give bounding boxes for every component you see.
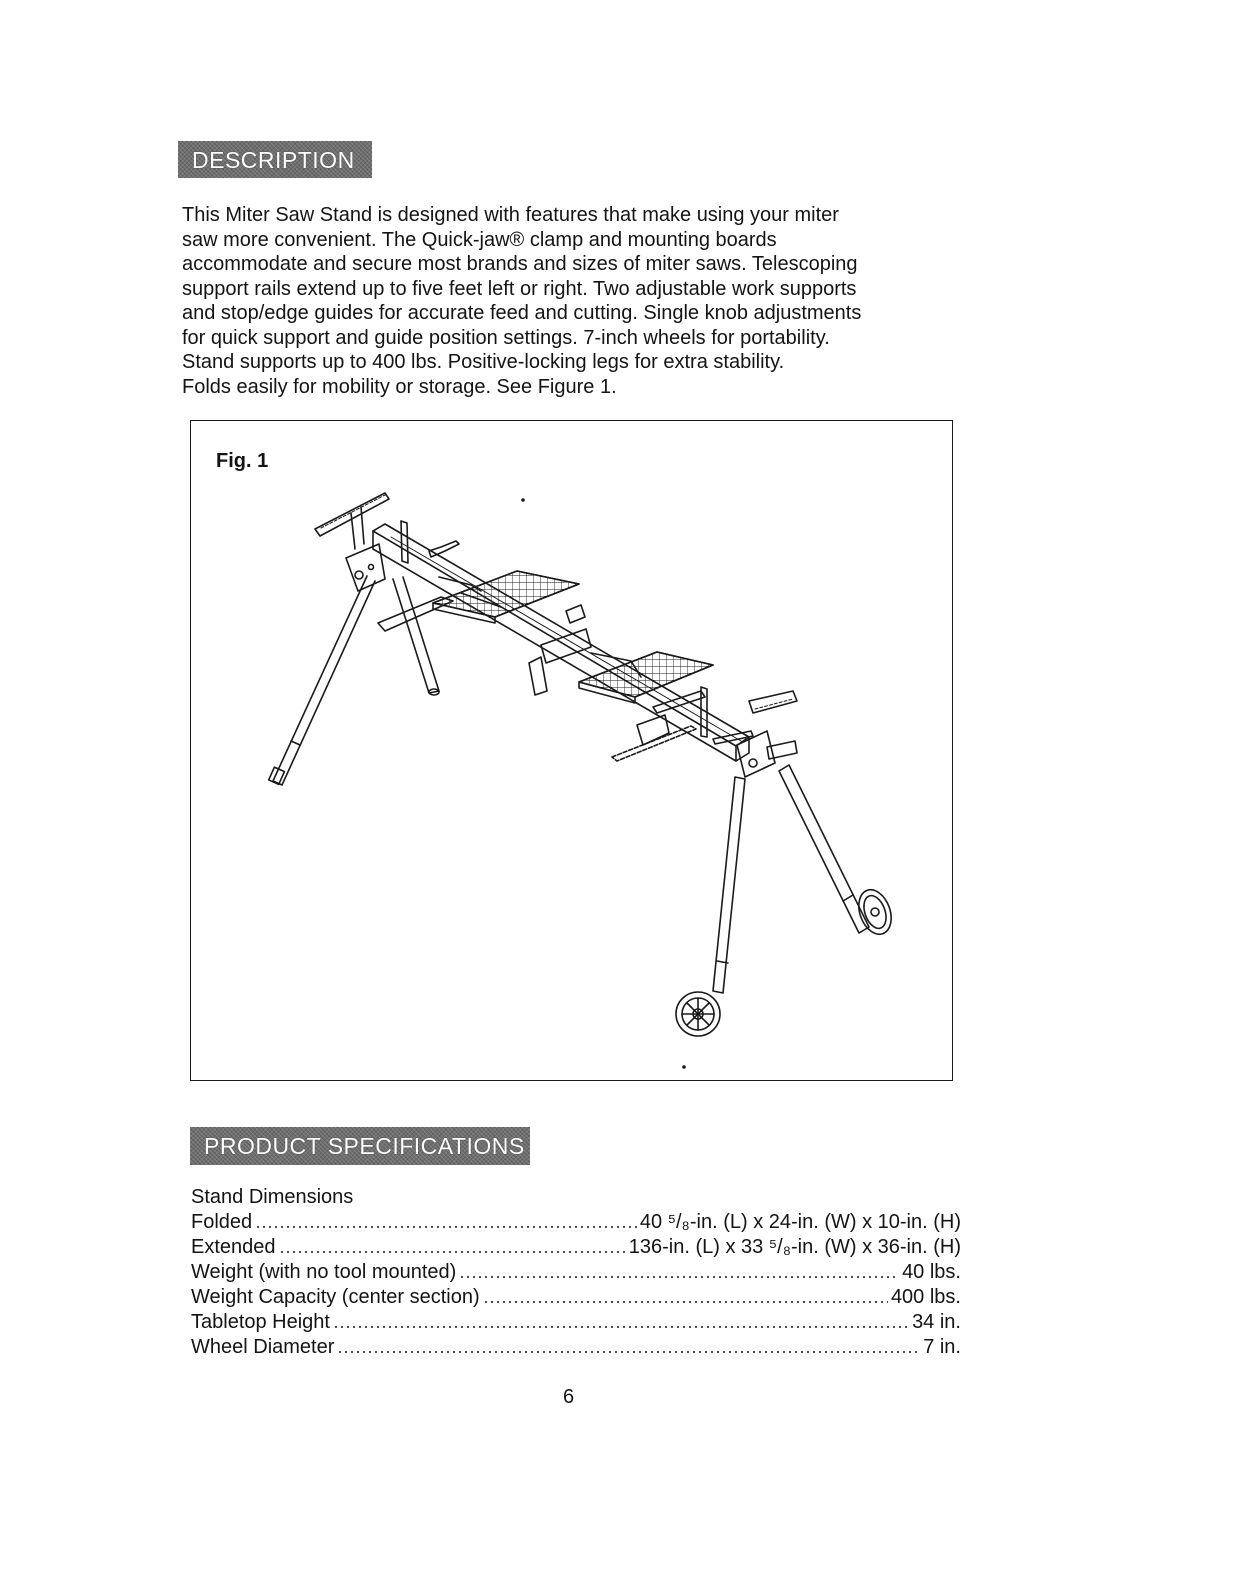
spec-label: Tabletop Height [191, 1311, 330, 1333]
figure-frame [190, 420, 953, 1081]
description-heading: DESCRIPTION [178, 141, 372, 178]
description-line: support rails extend up to five feet left or right. Two adjustable work supports [182, 277, 857, 300]
description-paragraph [182, 203, 982, 399]
leader-dots [459, 1276, 899, 1278]
figure-label: Fig. 1 [216, 450, 269, 472]
spec-row [191, 1210, 961, 1235]
description-line: accommodate and secure most brands and sizes of miter saws. Telescoping [182, 253, 858, 275]
description-line: saw more convenient. The Quick-jaw® clamp and mounting boards [182, 228, 777, 251]
spec-value: 40 lbs. [902, 1261, 961, 1283]
spec-value: 7 in. [923, 1336, 961, 1358]
spec-row [191, 1235, 961, 1260]
page-number: 6 [563, 1386, 575, 1408]
spec-label: Weight (with no tool mounted) [191, 1261, 457, 1283]
spec-label: Extended [191, 1236, 276, 1258]
leader-dots [483, 1301, 888, 1303]
spec-label: Wheel Diameter [191, 1336, 335, 1358]
spec-label: Folded [191, 1211, 253, 1233]
spec-value: 40 ⁵/₈-in. (L) x 24-in. (W) x 10-in. (H) [639, 1211, 961, 1233]
stand-dimensions-title: Stand Dimensions [191, 1186, 354, 1208]
spec-row [191, 1335, 961, 1360]
spec-row [191, 1285, 961, 1310]
spec-row [191, 1310, 961, 1335]
specifications-heading: PRODUCT SPECIFICATIONS [190, 1127, 530, 1165]
spec-value: 34 in. [912, 1311, 961, 1333]
description-line: Stand supports up to 400 lbs. Positive-locking legs for extra stability. [182, 351, 785, 373]
spec-row [191, 1260, 961, 1285]
miter-saw-stand-illustration [191, 421, 951, 1079]
spec-label: Weight Capacity (center section) [191, 1286, 480, 1308]
description-line: This Miter Saw Stand is designed with features that make using your miter [182, 204, 839, 226]
description-line: and stop/edge guides for accurate feed and cutting. Single knob adjustments [182, 302, 862, 324]
spec-value: 400 lbs. [890, 1286, 961, 1308]
specifications-list [191, 1185, 961, 1360]
leader-dots [337, 1351, 920, 1353]
spec-value: 136-in. (L) x 33 ⁵/₈-in. (W) x 36-in. (H) [628, 1236, 961, 1258]
leader-dots [255, 1226, 637, 1228]
leader-dots [279, 1251, 626, 1253]
leader-dots [333, 1326, 909, 1328]
description-line: Folds easily for mobility or storage. See Figure 1. [182, 375, 617, 398]
description-line: for quick support and guide position settings. 7-inch wheels for portability. [182, 326, 830, 349]
